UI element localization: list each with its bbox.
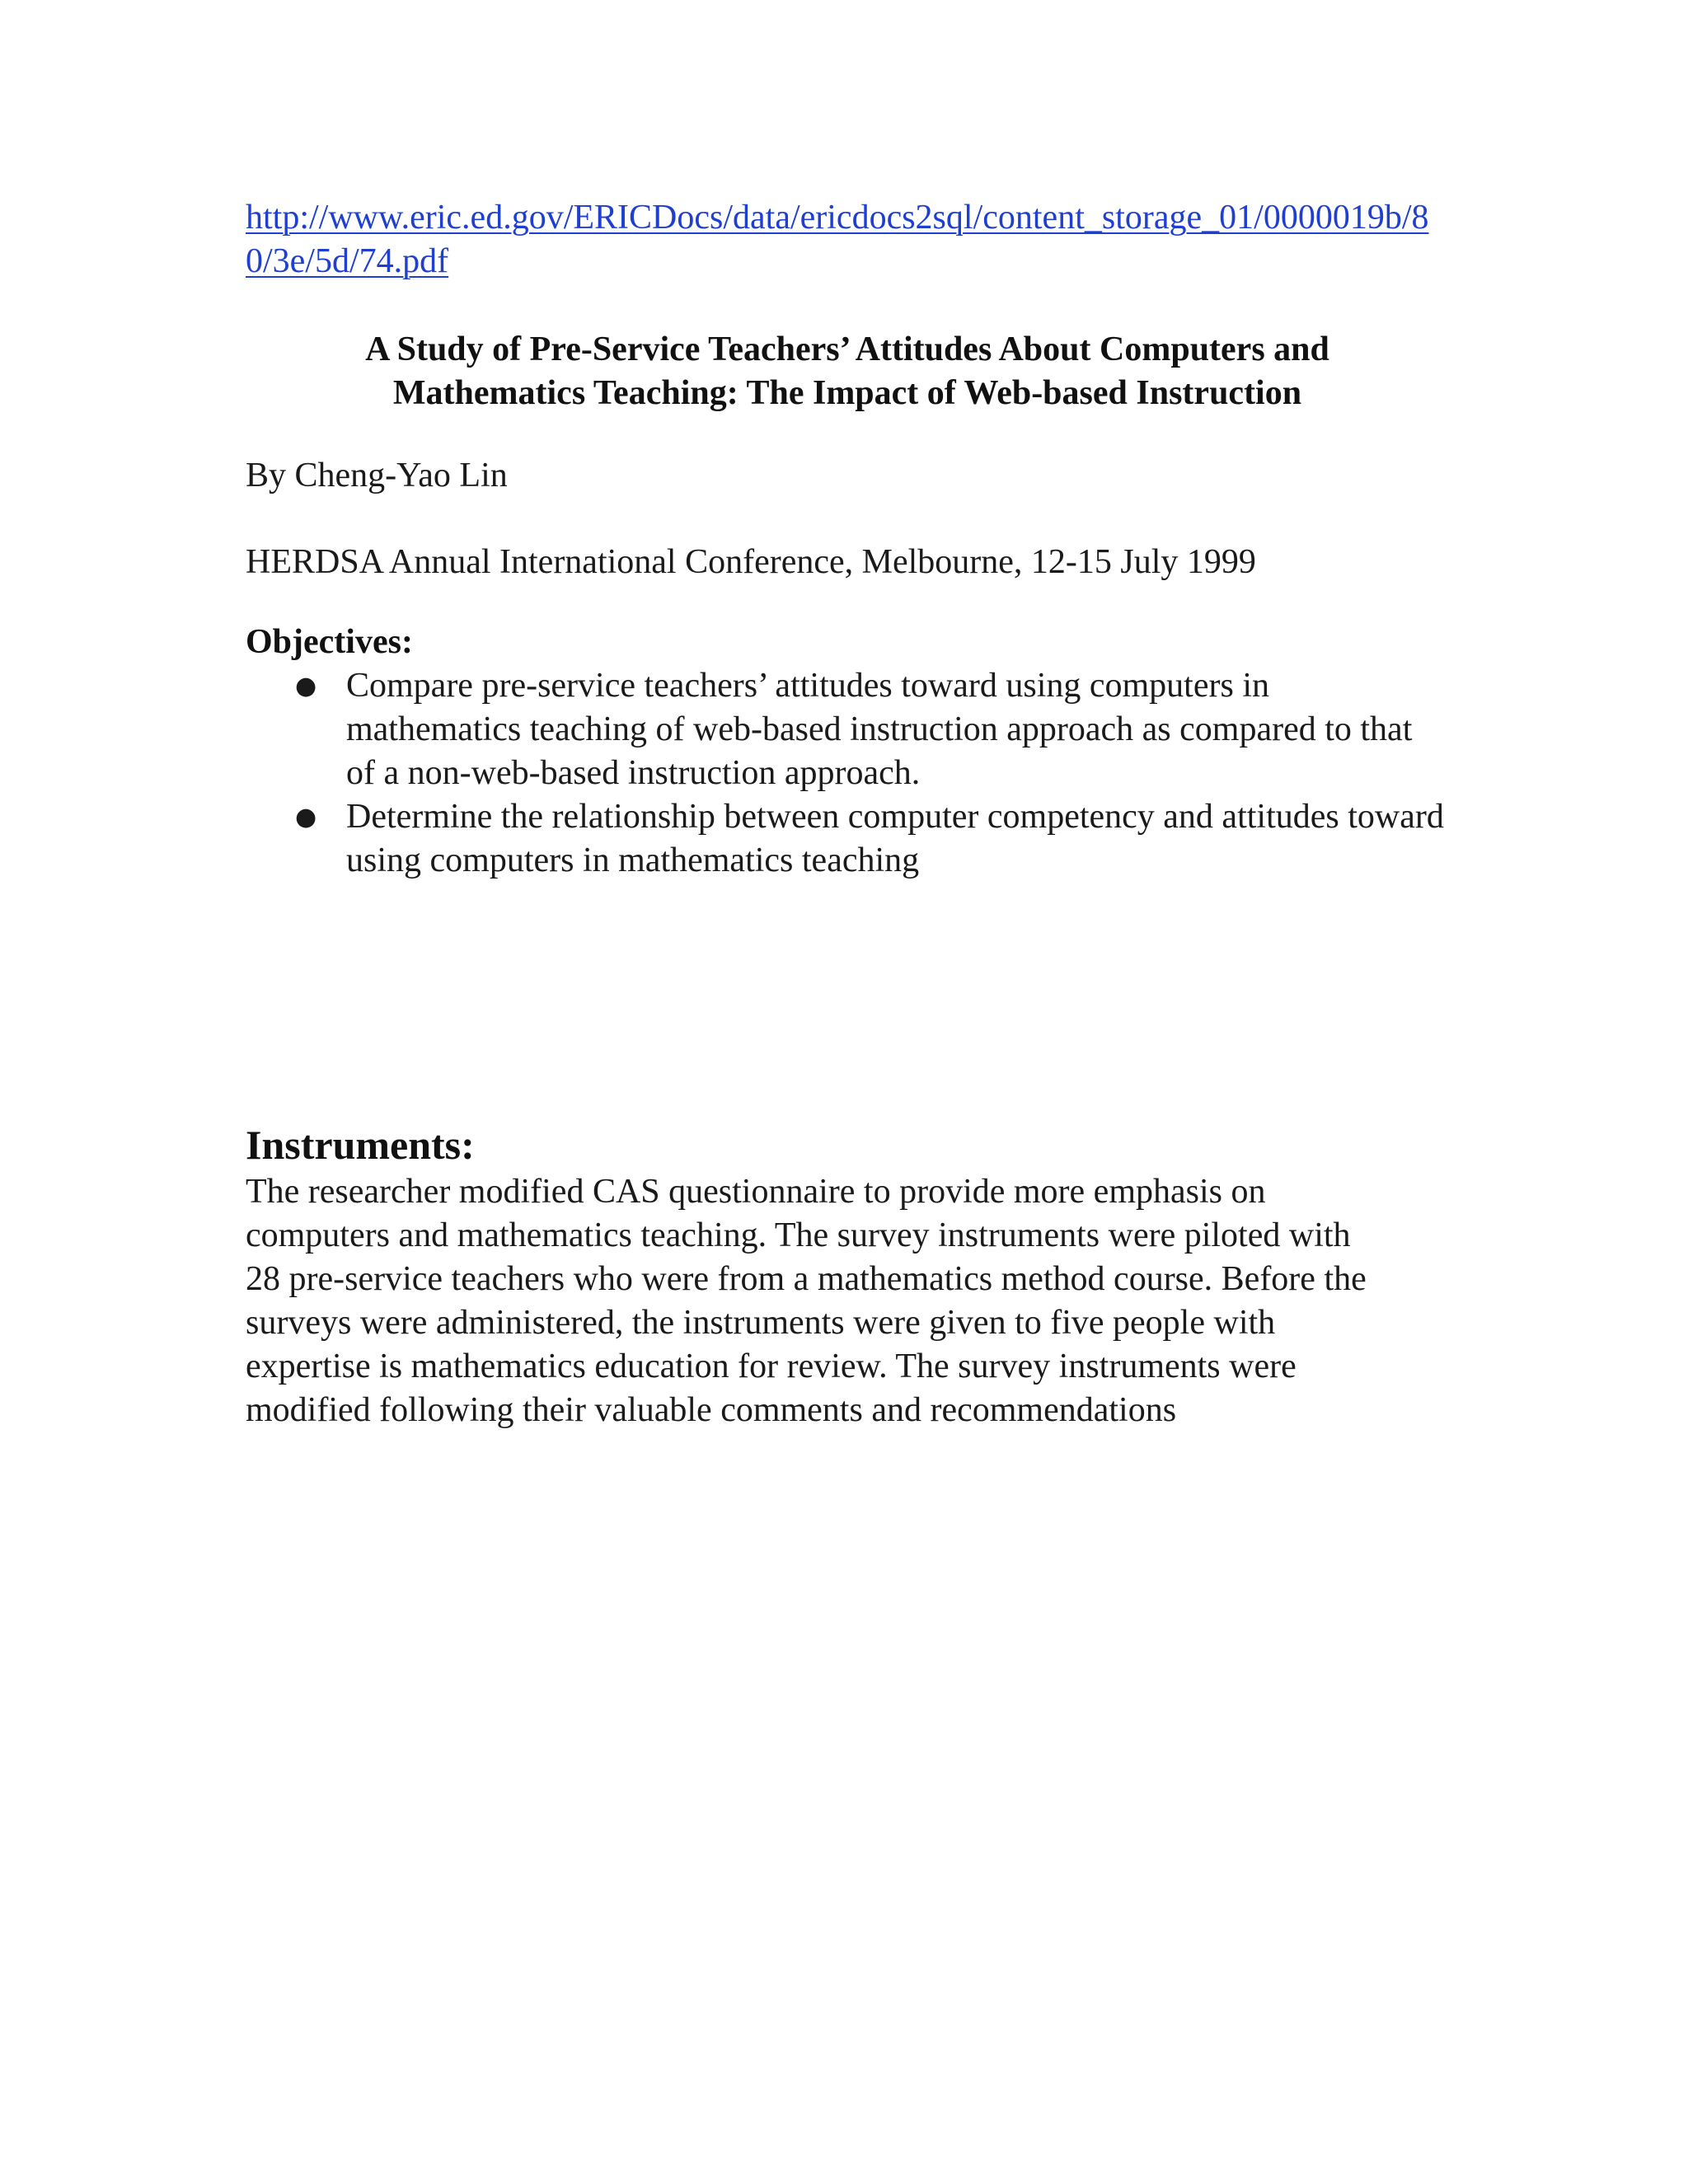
objectives-list	[246, 664, 1449, 883]
bullet-icon: ●	[295, 672, 317, 701]
author-line: By Cheng-Yao Lin	[246, 457, 508, 494]
source-url-link[interactable]: http://www.eric.ed.gov/ERICDocs/data/ericdocs2sql/content_storage_01/0000019b/80/3e/5d/74.pdf	[246, 199, 1429, 280]
bullet-icon: ●	[295, 803, 317, 832]
document-title	[246, 328, 1449, 415]
objective-text: Determine the relationship between computer competency and attitudes toward using computers in mathematics teaching	[346, 798, 1444, 879]
instruments-heading: Instruments:	[246, 1122, 475, 1168]
title-line-2: Mathematics Teaching: The Impact of Web-based Instruction	[392, 374, 1302, 412]
instruments-paragraph: The researcher modified CAS questionnaire to provide more emphasis on computers and mathematics teaching. The survey instruments were piloted with 28 pre-service teachers who were from a mathematics method course. Before the surveys were administered, the instruments were given to five people with expertise is mathematics education for review. The survey instruments were modified following their valuable comments and recommendations	[246, 1173, 1367, 1429]
objective-item	[246, 664, 1449, 795]
objectives-heading: Objectives:	[246, 623, 413, 661]
document-page	[246, 196, 1449, 1429]
title-line-1: A Study of Pre-Service Teachers’ Attitudes About Computers and	[365, 330, 1329, 368]
objective-text: Compare pre-service teachers’ attitudes toward using computers in mathematics teaching of web-based instruction approach as compared to that of a non-web-based instruction approach.	[346, 667, 1413, 792]
objective-item	[246, 795, 1449, 883]
conference-line: HERDSA Annual International Conference, Melbourne, 12-15 July 1999	[246, 543, 1256, 581]
